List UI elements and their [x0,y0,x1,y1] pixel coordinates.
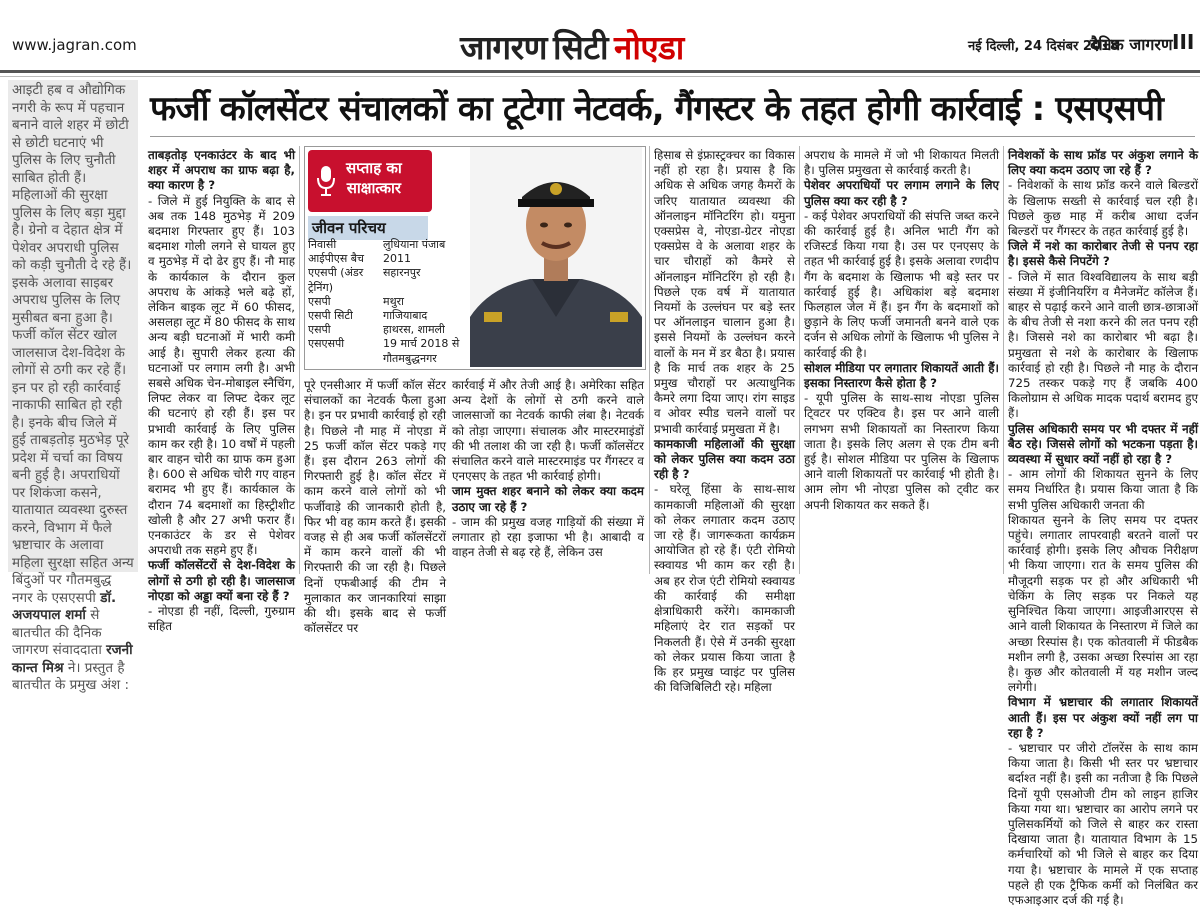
profile-title: जीवन परिचय [308,216,428,240]
profile-row [308,238,478,252]
intro-tail: ने। प्रस्तुत है बातचीत के प्रमुख अंश : [12,659,130,693]
profile-key: एएसपी (अंडर ट्रेनिंग) [308,266,364,294]
logo-line-2: साक्षात्कार [346,179,402,197]
header-rule [0,70,1200,73]
question: कामकाजी महिलाओं की सुरक्षा को लेकर पुलिस क्या कदम उठा रही है ? [654,436,795,482]
article-column-3 [452,378,644,574]
profile-row [308,252,478,266]
profile-row [308,337,478,365]
profile-table [308,238,478,366]
column-separator [299,146,300,574]
answer: - जाम की प्रमुख वजह गाड़ियों की संख्या में लगातार हो रहा इजाफा भी है। आबादी व वाहन तेजी से बढ़ रहे हैं, लेकिन उस [452,514,644,560]
masthead-noida: नोएडा [614,28,684,67]
column-separator [1003,146,1004,574]
profile-row [308,309,478,323]
profile-key: एसपी [308,323,331,337]
article-column-1 [148,148,295,634]
date-line: नई दिल्ली, 24 दिसंबर 2018 [968,39,1120,54]
profile-key: आईपीएस बैच [308,252,365,266]
question: जिले में नशे का कारोबार तेजी से पनप रहा है। इससे कैसे निपटेंगे ? [1008,239,1198,269]
profile-value: लुधियाना पंजाब [383,238,446,251]
profile-value: मथुरा [383,294,404,308]
answer: - भ्रष्टाचार पर जीरो टॉलरेंस के साथ काम किया जाता है। किसी भी स्तर पर भ्रष्टाचार बर्दाश्त नहीं है। इसी का नतीजा है कि पिछले दिनों यूपी एसओजी टीम को लाइन हाजिर किया गया था। भ्रष्टाचार का आरोप लगने पर पुलिसकर्मियों को जिले से बाहर कर रास्ता दिखाया जाता है। यातायात विभाग के 15 कर्मचारियों को भी जिले से बाहर कर दिया गया है। भ्रष्टाचार के मामले में एक सप्ताह पहले ही एक ट्रैफिक कर्मी को निलंबित कर एफआइआर दर्ज की गई है। [1008,740,1198,907]
headline-rule [150,136,1195,137]
officer-photo [470,147,642,367]
answer: - यूपी पुलिस के साथ-साथ नोएडा पुलिस टि्वटर पर एक्टिव है। इस पर आने वाली लगभग सभी शिकायतों का निस्तारण किया जाता है। इसके लिए अलग से एक टीम बनी हुई है। सोशल मीडिया पर पुलिस के खिलाफ आने वाली शिकायतों पर कार्रवाई भी होती है। आम लोग भी नोएडा पुलिस को ट्वीट कर अपनी शिकायत कर सकते हैं। [804,391,999,512]
profile-value: गाजियाबाद [383,309,428,323]
profile-row [308,266,478,294]
body-text: कार्रवाई में और तेजी आई है। अमेरिका सहित अन्य देशों के लोगों से ठगी करने वाले जालसाजों का नेटवर्क काफी लंबा है। नेटवर्क को तोड़ा जाएगा। संचालक और मास्टरमाइंडों की भी तलाश की जा रही है। फर्जी कॉलसेंटर संचालित करने वाले मास्टरमाइंड पर गैंगस्टर व एनएसए के तहत भी कार्रवाई होगी। [452,378,644,484]
question: पेशेवर अपराधियों पर लगाम लगाने के लिए पुलिस क्या कर रही है ? [804,178,999,208]
body-text: पूरे एनसीआर में फर्जी कॉल सेंटर संचालकों का नेटवर्क फैला हुआ है। इन पर प्रभावी कार्रवाई हो रही है। पिछले नौ माह में नोएडा में 25 फर्जी कॉल सेंटर पकड़े गए हैं। इस दौरान 263 लोगों की गिरफ्तारी हुई है। कॉल सेंटर में काम करने वाले लोगों को भी फर्जीवाड़े की जानकारी होती है, फिर भी वह काम करते हैं। इसकी वजह से ही अब फर्जी कॉलसेंटरों में काम करने वालों की भी गिरफ्तारी की जा रही है। पिछले दिनों एफबीआई की टीम ने मुलाकात कर जानकारियां साझा की थी। इसके बाद से फर्जी कॉलसेंटर पर [304,378,446,636]
profile-key: एसपी सिटी [308,309,353,323]
question: जाम मुक्त शहर बनाने को लेकर क्या कदम उठाए जा रहे हैं ? [452,484,644,514]
profile-key: निवासी [308,238,337,251]
article-column-6 [1008,148,1198,907]
question: विभाग में भ्रष्टाचार की लगातार शिकायतें आती हैं। इस पर अंकुश क्यों नहीं लग पा रहा है ? [1008,695,1198,740]
masthead [460,24,684,69]
answer: - आम लोगों की शिकायत सुनने के लिए समय निर्धारित है। प्रयास किया जाता है कि सभी पुलिस अधिकारी जनता की [1008,467,1198,512]
bars-mark: III [1172,30,1195,54]
intro-column [8,80,138,693]
masthead-jagran: जागरण [460,28,547,67]
answer: - निवेशकों के साथ फ्रॉड करने वाले बिल्डरों के खिलाफ सख्ती से कार्रवाई चल रही है। पिछले कुछ माह में करीब आधा दर्जन बिल्डरों पर गैंगस्टर के तहत कार्रवाई हुई है। [1008,178,1198,239]
brand-name: दैनिक जागरण [1090,35,1173,54]
weekly-interview-logo [308,150,432,212]
answer: - नोएडा ही नहीं, दिल्ली, गुरुग्राम सहित [148,604,295,634]
profile-row [308,295,478,309]
profile-value: सहारनपुर [383,266,421,280]
microphone-icon [314,164,338,198]
question: निवेशकों के साथ फ्रॉड पर अंकुश लगाने के लिए क्या कदम उठाए जा रहे हैं ? [1008,148,1198,178]
article-column-2 [304,378,446,636]
body-text: अपराध के मामले में जो भी शिकायत मिलती है। पुलिस प्रमुखता से कार्रवाई करती है। [804,148,999,178]
logo-text [346,158,402,198]
logo-line-1: सप्ताह का [346,159,402,177]
question: फर्जी कॉलसेंटरों से देश-विदेश के लोगों से ठगी हो रही है। जालसाज नोएडा को अड्डा क्यों बना रहे हैं ? [148,558,295,603]
intro-mid: से बातचीत की दैनिक जागरण संवाददाता [12,607,102,658]
body-text: हिसाब से इंफ्रास्ट्रक्चर का विकास नहीं हो रहा है। प्रयास है कि अधिक से अधिक जगह कैमरों के जरिए यातायात व्यवस्था की ऑनलाइन मॉनिटरिंग हो। यमुना एक्सप्रेस वे, नोएडा-ग्रेटर नोएडा एक्सप्रेस वे के अलावा शहर के चार चौराहों को कैमरे से ऑनलाइन मॉनिटरिंग हो रही है। पिछले एक वर्ष में यातायात नियमों के उल्लंघन पर बड़े स्तर पर ऑनलाइन चालान हुआ है। इससे नियमों के उल्लंघन करने वालों के मन में डर बैठा है। प्रयास है कि मार्च तक शहर के 25 प्रमुख चौराहों पर अत्याधुनिक कैमरे लगा दिया जाए। रांग साइड व ओवर स्पीड चलने वालों पर प्रभावी कार्रवाई प्रमुखता में है। [654,148,795,436]
answer: - जिले में सात विश्वविद्यालय के साथ बड़ी संख्या में इंजीनियरिंग व मैनेजमेंट कॉलेज हैं। बाहर से पढ़ाई करने आने वाली छात्र-छात्राओं के बीच तेजी से नशा करने की लत पनप रही है। जिससे नशे का कारोबार भी बढ़ा है। प्रमुखता से नशे के कारोबार के खिलाफ कार्रवाई हो रही है। पिछले नौ माह के दौरान 725 तस्कर पकड़े गए हैं जबकि 400 किलोग्राम से अधिक मादक पदार्थ बरामद हुए हैं। [1008,269,1198,421]
profile-value: 19 मार्च 2018 से गौतमबुद्धनगर [383,337,460,365]
headline: फर्जी कॉलसेंटर संचालकों का टूटेगा नेटवर्क, गैंगस्टर के तहत होगी कार्रवाई : एसएसपी [150,89,1164,129]
question: पुलिस अधिकारी समय पर भी दफ्तर में नहीं बैठ रहे। जिससे लोगों को भटकना पड़ता है। व्यवस्था में सुधार क्यों नहीं हो रहा है ? [1008,421,1198,467]
profile-value: 2011 [383,252,411,266]
masthead-city: सिटी [552,28,609,67]
question: ताबड़तोड़ एनकाउंटर के बाद भी शहर में अपराध का ग्राफ बढ़ा है, क्या कारण है ? [148,148,295,193]
site-url: www.jagran.com [12,36,137,54]
profile-key: एसएसपी [308,337,345,351]
column-separator [649,146,650,574]
answer: - जिले में हुई नियुक्ति के बाद से अब तक 148 मुठभेड़ में 209 बदमाश गिरफ्तार हुए हैं। 103 बदमाश गोली लगने से घायल हुए व मुठभेड़ में दो ढेर हुए हैं। नौ माह के कार्यकाल के दौरान कुल अपराध के आंकड़े भले बढ़े हों, लेकिन बाइक लूट में 60 फीसद, असलहा लूट में 80 फीसद के साथ अन्य बड़ी घटनाओं में भारी कमी आई है। सुपारी लेकर हत्या की घटनाओं पर लगाम लगी है। अभी सबसे अधिक चेन-मोबाइल स्नैचिंग, लिफ्ट लेकर वा लिफ्ट देकर लूट की घटनाएं हो रही हैं। इस पर प्रभावी कार्रवाई के लिए पुलिस काम कर रही है। 10 वर्षों में पहली बार वाहन चोरी का ग्राफ कम हुआ है। 600 से अधिक चोरी गए वाहन बरामद भी हुए हैं। कार्यकाल के दौरान 74 बदमाशों का हिस्ट्रीशीट खोली है और 27 अभी फरार हैं। एनकाउंटर के डर से पेशेवर अपराधी तक सहमे हुए हैं। [148,193,295,558]
profile-key: एसपी [308,294,331,308]
reporter-name: रजनी कान्त मिश्र [12,642,133,676]
question: सोशल मीडिया पर लगातार शिकायतें आती हैं। इसका निस्तारण कैसे होता है ? [804,360,999,391]
header-rule-thin [0,76,1200,77]
column-separator [799,146,800,574]
answer: - कई पेशेवर अपराधियों की संपत्ति जब्त करने की कार्रवाई हुई है। अनिल भाटी गैंग को रजिस्टर्ड किया गया है। उस पर एनएसए के तहत भी कार्रवाई हुई है। इसके अलावा रणदीप गैंग के बदमाश के खिलाफ भी बड़े स्तर पर कार्रवाई हुई है। अधिकांश बड़े बदमाश फिलहाल जेल में हैं। इन गैंग के बदमाशों को छुड़ाने के लिए फर्जी जमानती बनने वाले एक दर्जन से अधिक लोगों के खिलाफ भी पुलिस ने कार्रवाई की है। [804,208,999,360]
ssp-name: डॉ. अजयपाल शर्मा [12,589,117,623]
intro-text: आइटी हब व औद्योगिक नगरी के रूप में पहचान बनाने वाले शहर में छोटी से छोटी घटनाएं भी पुलिस के लिए चुनौती साबित होती हैं। महिलाओं की सुरक्षा पुलिस के लिए बड़ा मुद्दा है। ग्रेनो व देहात क्षेत्र में पेशेवर अपराधी पुलिस को कड़ी चुनौती दे रहे हैं। इसके अलावा साइबर अपराध पुलिस के लिए मुसीबत बना हुआ है। फर्जी कॉल सेंटर खोल जालसाज देश-विदेश के लोगों से ठगी कर रहे हैं। इन पर हो रही कार्रवाई नाकाफी साबित हो रही है। इनके बीच जिले में हुई ताबड़तोड़ मुठभेड़ पूरे प्रदेश में चर्चा का विषय बनी हुई है। अपराधियों पर शिकंजा कसने, यातायात व्यवस्था दुरुस्त करने, विभाग में फैले भ्रष्टाचार के अलावा महिला सुरक्षा सहित अन्य बिंदुओं पर गौतमबुद्ध नगर के एसएसपी [12,82,134,606]
body-text: शिकायत सुनने के लिए समय पर दफ्तर पहुंचे। लगातार लापरवाही बरतने वालों पर कार्रवाई होगी। इसके लिए औचक निरीक्षण भी किया जाएगा। रात के समय पुलिस की मौजूदगी सड़क पर हो और अधिकारी भी चेकिंग के लिए सड़क पर निकले यह सुनिश्चित किया जाएगा। आइजीआरएस से आने वाली शिकायत के निस्तारण में जिले का अच्छा रिस्पांस है। एक कोतवाली में फीडबैक मशीन लगी है, उसका अच्छा रिस्पांस आ रहा है। कुछ और कोतवाली में यह मशीन जल्द लगेगी। [1008,512,1198,695]
profile-row [308,323,478,337]
article-column-4 [654,148,795,695]
answer: - घरेलू हिंसा के साथ-साथ कामकाजी महिलाओं की सुरक्षा को लेकर लगातार कदम उठाए जा रहे हैं। जागरूकता कार्यक्रम आयोजित हो रहे हैं। एंटी रोमियो स्क्वायड भी काम कर रही है। अब हर रोज एंटी रोमियो स्क्वायड की कार्रवाई की समीक्षा क्षेत्राधिकारी करेंगे। कामकाजी महिलाएं देर रात सड़कों पर निकलती हैं। ऐसे में उनकी सुरक्षा को लेकर प्रयास किया जाता है कि हर प्रमुख प्वाइंट पर पुलिस की विजिबिलिटी रहे। महिला [654,482,795,695]
profile-value: हाथरस, शामली [383,323,445,337]
article-column-5 [804,148,999,576]
